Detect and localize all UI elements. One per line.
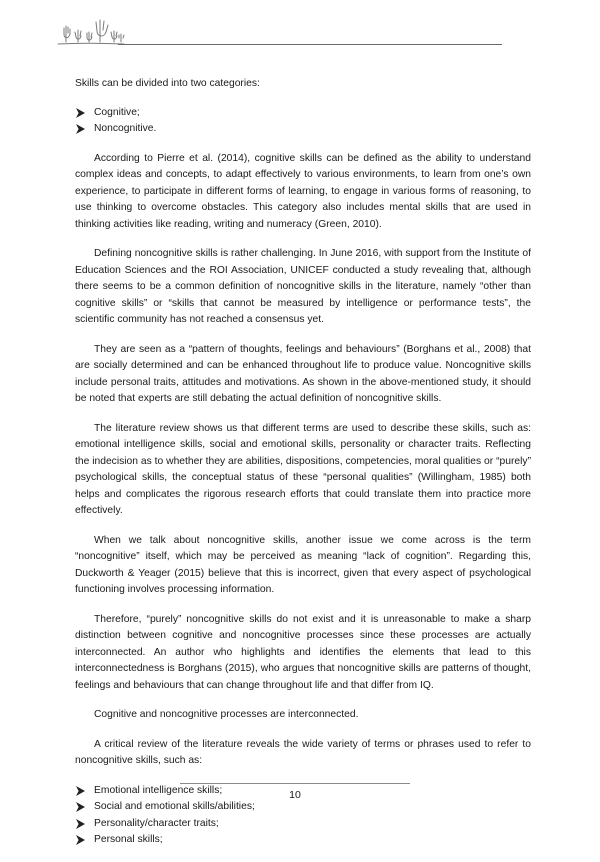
- header-divider: [118, 44, 502, 45]
- list-item: [75, 816, 531, 833]
- arrowhead-bullet-icon: [76, 802, 85, 812]
- list-item-text: Emotional intelligence skills;: [94, 784, 223, 796]
- arrowhead-bullet-icon: [76, 819, 85, 829]
- intro-text: Skills can be divided into two categories:: [75, 78, 260, 89]
- paragraph-noncognitive-definition: Defining noncognitive skills is rather challenging. In June 2016, with support from the Institute of Education Sciences and the ROI Association, UNICEF conducted a study revealing that, although there seems to be a common definition of noncognitive skills in the literature, namely “other than cognitive skills” or “skills that cannot be measured by intelligence or performance tests”, the scientific community has not reached a consensus yet.: [75, 248, 531, 325]
- paragraph-term-issue: When we talk about noncognitive skills, another issue we come across is the term “noncognitive” itself, which may be perceived as meaning “lack of cognition”. Regarding this, Duckworth & Yeager (2015) believe that this is incorrect, given that every aspect of psychological functioning involves processing information.: [75, 534, 531, 595]
- arrowhead-bullet-icon: [76, 124, 85, 134]
- list-item-text: Social and emotional skills/abilities;: [94, 801, 255, 812]
- footer-divider: [180, 783, 410, 784]
- page-number: 10: [289, 789, 301, 801]
- statement-text: Cognitive and noncognitive processes are interconnected.: [94, 709, 359, 720]
- raised-hands-icon: [56, 16, 128, 46]
- list-item: [75, 832, 531, 849]
- list-item: [75, 799, 531, 816]
- paragraph-literature-terms: The literature review shows us that different terms are used to describe these skills, such as: emotional intelligence skills, social and emotional skills, personality or character traits. Reflecting the indecision as to whether they are abilities, dispositions, competencies, moral qualities or “purely” psychological skills, the conceptual status of these “personal qualities” (Willingham, 1985) both helps and complicates the rigorous research efforts that could translate them into practice more effectively.: [75, 422, 531, 516]
- page-body: [75, 76, 531, 862]
- paragraph-patterns: They are seen as a “pattern of thoughts, feelings and behaviours” (Borghans et al., 2008) that are socially determined and can be enhanced throughout life to produce value. Noncognitive skills include personal traits, attitudes and motivations. As shown in the above-mentioned study, it should be noted that experts are still debating the actual definition of noncognitive skills.: [75, 343, 531, 404]
- list-item: [75, 121, 531, 138]
- categories-list: [75, 105, 531, 138]
- arrowhead-bullet-icon: [76, 108, 85, 118]
- paragraph-interconnected: Therefore, “purely” noncognitive skills do not exist and it is unreasonable to make a sharp distinction between cognitive and noncognitive processes since these processes are actually interconnected. An author who highlights and identifies the elements that lead to this interconnectedness is Borghans (2015), who argues that noncognitive skills are patterns of thought, feelings and behaviours that can change throughout life and that differ from IQ.: [75, 613, 531, 691]
- paragraph-cognitive-definition: According to Pierre et al. (2014), cognitive skills can be defined as the ability to understand complex ideas and concepts, to adapt effectively to various environments, to learn from one’s own experience, to participate in different forms of learning, to engage in various forms of reasoning, to use thinking to overcome obstacles. This category also includes mental skills that are used in thinking activities like reading, writing and numeracy (Green, 2010).: [75, 152, 531, 230]
- list-item-text: Personality/character traits;: [94, 817, 219, 829]
- list-item-text: Noncognitive.: [94, 123, 157, 134]
- list-item-text: Cognitive;: [94, 106, 140, 118]
- list-item-text: Personal skills;: [94, 834, 163, 845]
- arrowhead-bullet-icon: [76, 835, 85, 845]
- paragraph-critical-review: A critical review of the literature reveals the wide variety of terms or phrases used to refer to noncognitive skills, such as:: [75, 738, 531, 766]
- list-item: [75, 105, 531, 122]
